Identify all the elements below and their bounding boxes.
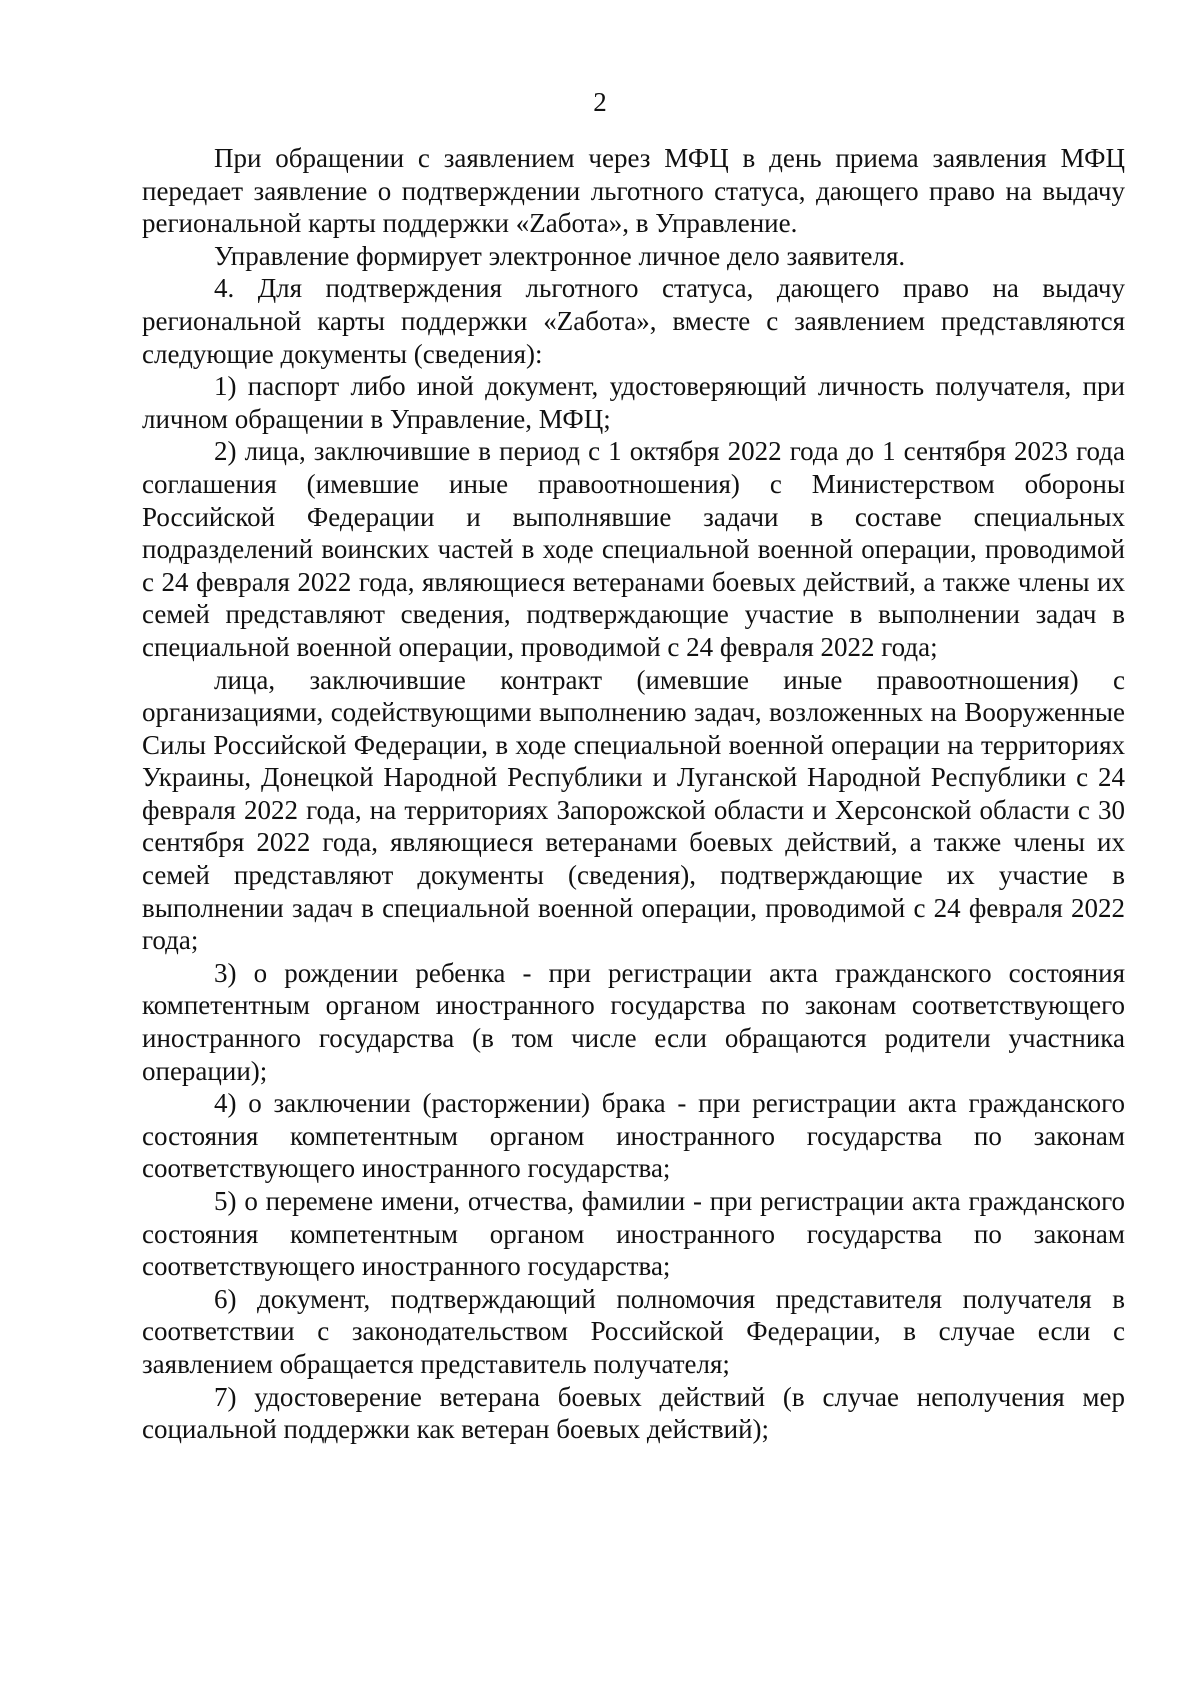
paragraph: 2) лица, заключившие в период с 1 октября 2022 года до 1 сентября 2023 года соглашения (имевшие иные правоотношения) с Министерством обороны Российской Федерации и выполнявшие задачи в составе специальных подразделений воинских частей в ходе специальной военной операции, проводимой с 24 февраля 2022 года, являющиеся ветеранами боевых действий, а также члены их семей представляют сведения, подтверждающие участие в выполнении задач в специальной военной операции, проводимой с 24 февраля 2022 года; bbox=[142, 436, 1125, 662]
document-body bbox=[142, 142, 1125, 1446]
paragraph: 3) о рождении ребенка - при регистрации акта гражданского состояния компетентным органом иностранного государства по законам соответствующего иностранного государства (в том числе если обращаются родители участника операции); bbox=[142, 957, 1125, 1086]
paragraph: При обращении с заявлением через МФЦ в день приема заявления МФЦ передает заявление о подтверждении льготного статуса, дающего право на выдачу региональной карты поддержки «Zабота», в Управление. bbox=[142, 143, 1125, 239]
page-number: 2 bbox=[593, 87, 607, 117]
paragraph: 5) о перемене имени, отчества, фамилии - при регистрации акта гражданского состояния компетентным органом иностранного государства по законам соответствующего иностранного государства; bbox=[142, 1186, 1125, 1282]
paragraph: 4. Для подтверждения льготного статуса, дающего право на выдачу региональной карты поддержки «Zабота», вместе с заявлением представляются следующие документы (сведения): bbox=[142, 273, 1125, 369]
paragraph: 7) удостоверение ветерана боевых действий (в случае неполучения мер социальной поддержки как ветеран боевых действий); bbox=[142, 1381, 1125, 1445]
paragraph: 1) паспорт либо иной документ, удостоверяющий личность получателя, при личном обращении в Управление, МФЦ; bbox=[142, 371, 1125, 434]
paragraph: лица, заключившие контракт (имевшие иные правоотношения) с организациями, содействующими выполнению задач, возложенных на Вооруженные Силы Российской Федерации, в ходе специальной военной операции на территориях Украины, Донецкой Народной Республики и Луганской Народной Республики с 24 февраля 2022 года, на территориях Запорожской области и Херсонской области с 30 сентября 2022 года, являющиеся ветеранами боевых действий, а также члены их семей представляют документы (сведения), подтверждающие их участие в выполнении задач в специальной военной операции, проводимой с 24 февраля 2022 года; bbox=[142, 664, 1125, 956]
paragraph: 6) документ, подтверждающий полномочия представителя получателя в соответствии с законодательством Российской Федерации, в случае если с заявлением обращается представитель получателя; bbox=[142, 1283, 1125, 1379]
paragraph: Управление формирует электронное личное дело заявителя. bbox=[214, 240, 906, 271]
paragraph: 4) о заключении (расторжении) брака - при регистрации акта гражданского состояния компетентным органом иностранного государства по законам соответствующего иностранного государства; bbox=[142, 1088, 1125, 1184]
